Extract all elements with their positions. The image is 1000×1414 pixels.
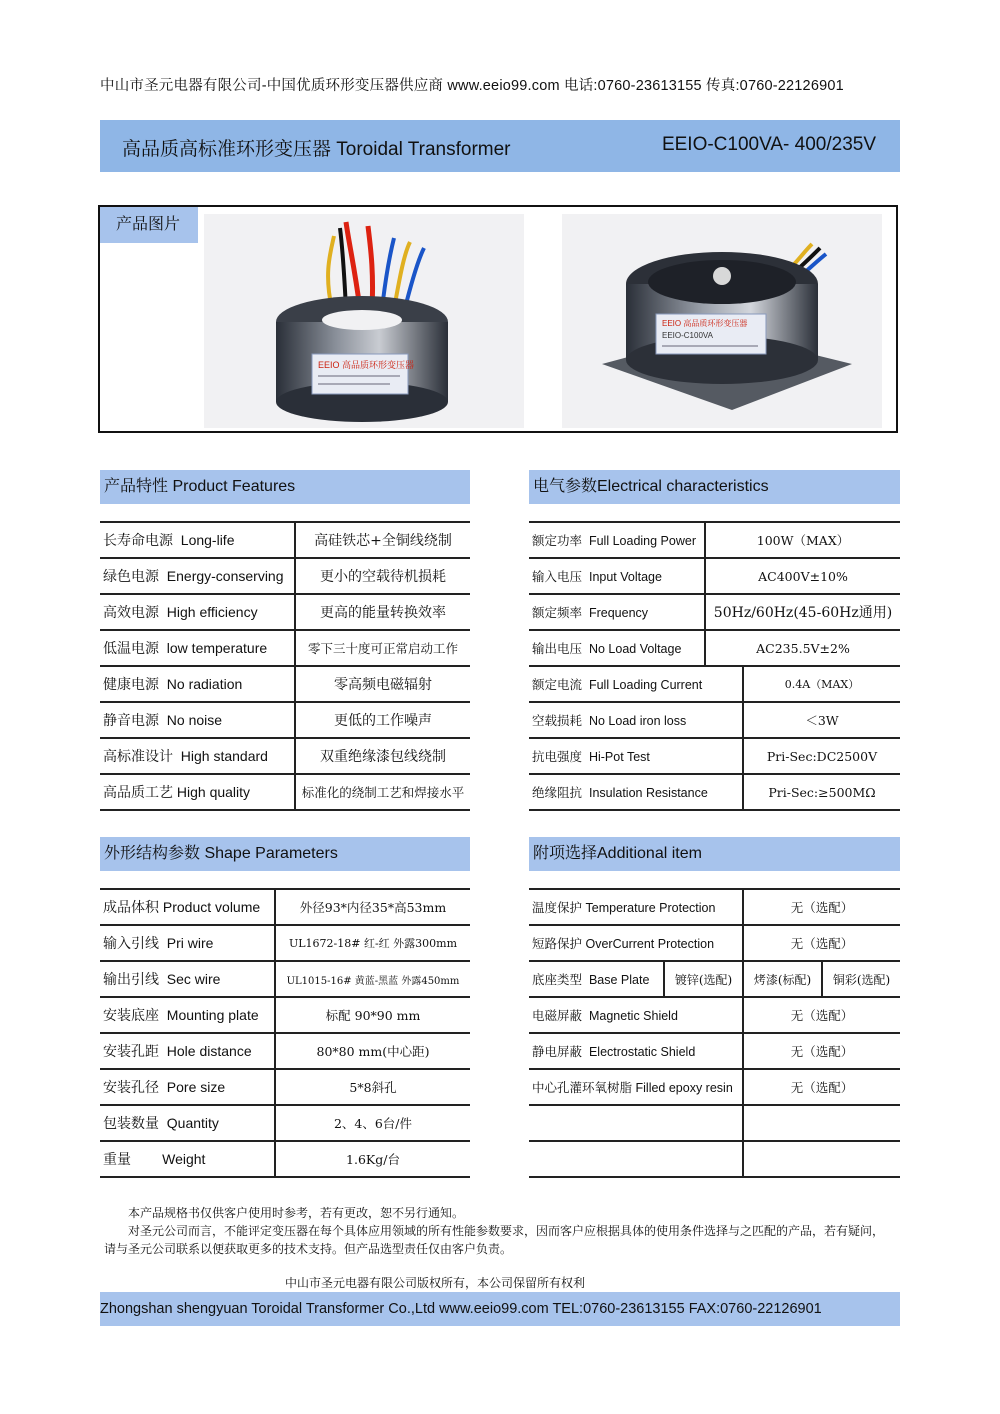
table-row: 重量 Weight 1.6Kg/台 (100, 1141, 470, 1177)
photo1-label-text: EEIO 高品质环形变压器 (318, 360, 415, 370)
photo2-label-text: EEIO 高品质环形变压器 (662, 319, 748, 328)
copyright-notice: 中山市圣元电器有限公司版权所有，本公司保留所有权利 (285, 1276, 586, 1290)
table-row (529, 1105, 900, 1141)
table-row: 输出引线 Sec wire UL1015-16# 黄蓝-黑蓝 外露450mm (100, 961, 470, 997)
product-photo-box (98, 205, 898, 433)
product-photo-front (204, 214, 524, 428)
table-row: 安装孔距 Hole distance 80*80 mm(中心距) (100, 1033, 470, 1069)
table-row: 高品质工艺 High quality 标准化的绕制工艺和焊接水平 (100, 774, 470, 810)
product-features-heading: 产品特性 Product Features (100, 470, 470, 504)
table-row: 安装孔径 Pore size 5*8斜孔 (100, 1069, 470, 1105)
table-row: 低温电源 low temperature 零下三十度可正常启动工作 (100, 630, 470, 666)
table-row: 长寿命电源 Long-life 高硅铁芯+全铜线绕制 (100, 522, 470, 558)
table-row: 电磁屏蔽 Magnetic Shield 无（选配） (529, 997, 900, 1033)
table-row: 高标准设计 High standard 双重绝缘漆包线绕制 (100, 738, 470, 774)
shape-parameters-heading: 外形结构参数 Shape Parameters (100, 837, 470, 871)
table-row: 抗电强度 Hi-Pot Test Pri-Sec:DC2500V (529, 738, 900, 774)
table-row: 静电屏蔽 Electrostatic Shield 无（选配） (529, 1033, 900, 1069)
table-row: 温度保护 Temperature Protection 无（选配） (529, 889, 900, 925)
table-row: 空载损耗 No Load iron loss ＜3W (529, 702, 900, 738)
toroidal-transformer-base-image (562, 214, 882, 428)
disclaimer-line-2: 对圣元公司而言，不能评定变压器在每个具体应用领域的所有性能参数要求，因而客户应根据具体的使用条件选择与之匹配的产品，若有疑问，请与圣元公司联系以便获取更多的技术支持。但产品选型责任仅由客户负责。 (104, 1224, 885, 1256)
table-row: 高效电源 High efficiency 更高的能量转换效率 (100, 594, 470, 630)
table-row: 额定电流 Full Loading Current 0.4A（MAX） (529, 666, 900, 702)
additional-item-heading: 附项选择Additional item (529, 837, 900, 871)
table-row: 包装数量 Quantity 2、4、6台/件 (100, 1105, 470, 1141)
table-row: 底座类型 Base Plate 镀锌(选配) 烤漆(标配) 铜彩(选配) (529, 961, 900, 997)
product-photo-base (562, 214, 882, 428)
product-features-table (100, 521, 470, 811)
table-row: 绝缘阻抗 Insulation Resistance Pri-Sec:≥500MΩ (529, 774, 900, 810)
table-row: 额定功率 Full Loading Power 100W（MAX） (529, 522, 900, 558)
electrical-table (529, 521, 900, 811)
table-row: 绿色电源 Energy-conserving 更小的空载待机损耗 (100, 558, 470, 594)
toroidal-transformer-front-image (204, 214, 524, 428)
shape-parameters-table (100, 888, 470, 1178)
photo2-model-text: EEIO-C100VA (662, 331, 713, 340)
footer-bar: Zhongshan shengyuan Toroidal Transformer Co.,Ltd www.eeio99.com TEL:0760-23613155 FAX:0760-22126901 (100, 1292, 900, 1326)
title-model-number: EEIO-C100VA- 400/235V (661, 134, 876, 155)
table-row: 输入电压 Input Voltage AC400V±10% (529, 558, 900, 594)
title-product-name: 高品质高标准环形变压器 Toroidal Transformer (122, 139, 511, 160)
table-row: 额定频率 Frequency 50Hz/60Hz(45-60Hz通用) (529, 594, 900, 630)
title-bar (100, 120, 900, 172)
table-row: 输出电压 No Load Voltage AC235.5V±2% (529, 630, 900, 666)
table-row: 中心孔灌环氧树脂 Filled epoxy resin 无（选配） (529, 1069, 900, 1105)
product-photo-label: 产品图片 (100, 207, 198, 243)
table-row: 静音电源 No noise 更低的工作噪声 (100, 702, 470, 738)
table-row: 短路保护 OverCurrent Protection 无（选配） (529, 925, 900, 961)
table-row (529, 1141, 900, 1177)
additional-item-table (529, 888, 900, 1178)
disclaimer-line-1: 本产品规格书仅供客户使用时参考，若有更改，恕不另行通知。 (128, 1206, 465, 1220)
header-contact-line: 中山市圣元电器有限公司-中国优质环形变压器供应商 www.eeio99.com 电话:0760-23613155 传真:0760-22126901 (100, 78, 844, 94)
table-row: 成品体积 Product volume 外径93*内径35*高53mm (100, 889, 470, 925)
electrical-heading: 电气参数Electrical characteristics (529, 470, 900, 504)
table-row: 输入引线 Pri wire UL1672-18# 红-红 外露300mm (100, 925, 470, 961)
table-row: 健康电源 No radiation 零高频电磁辐射 (100, 666, 470, 702)
disclaimer (104, 1204, 894, 1258)
table-row: 安装底座 Mounting plate 标配 90*90 mm (100, 997, 470, 1033)
